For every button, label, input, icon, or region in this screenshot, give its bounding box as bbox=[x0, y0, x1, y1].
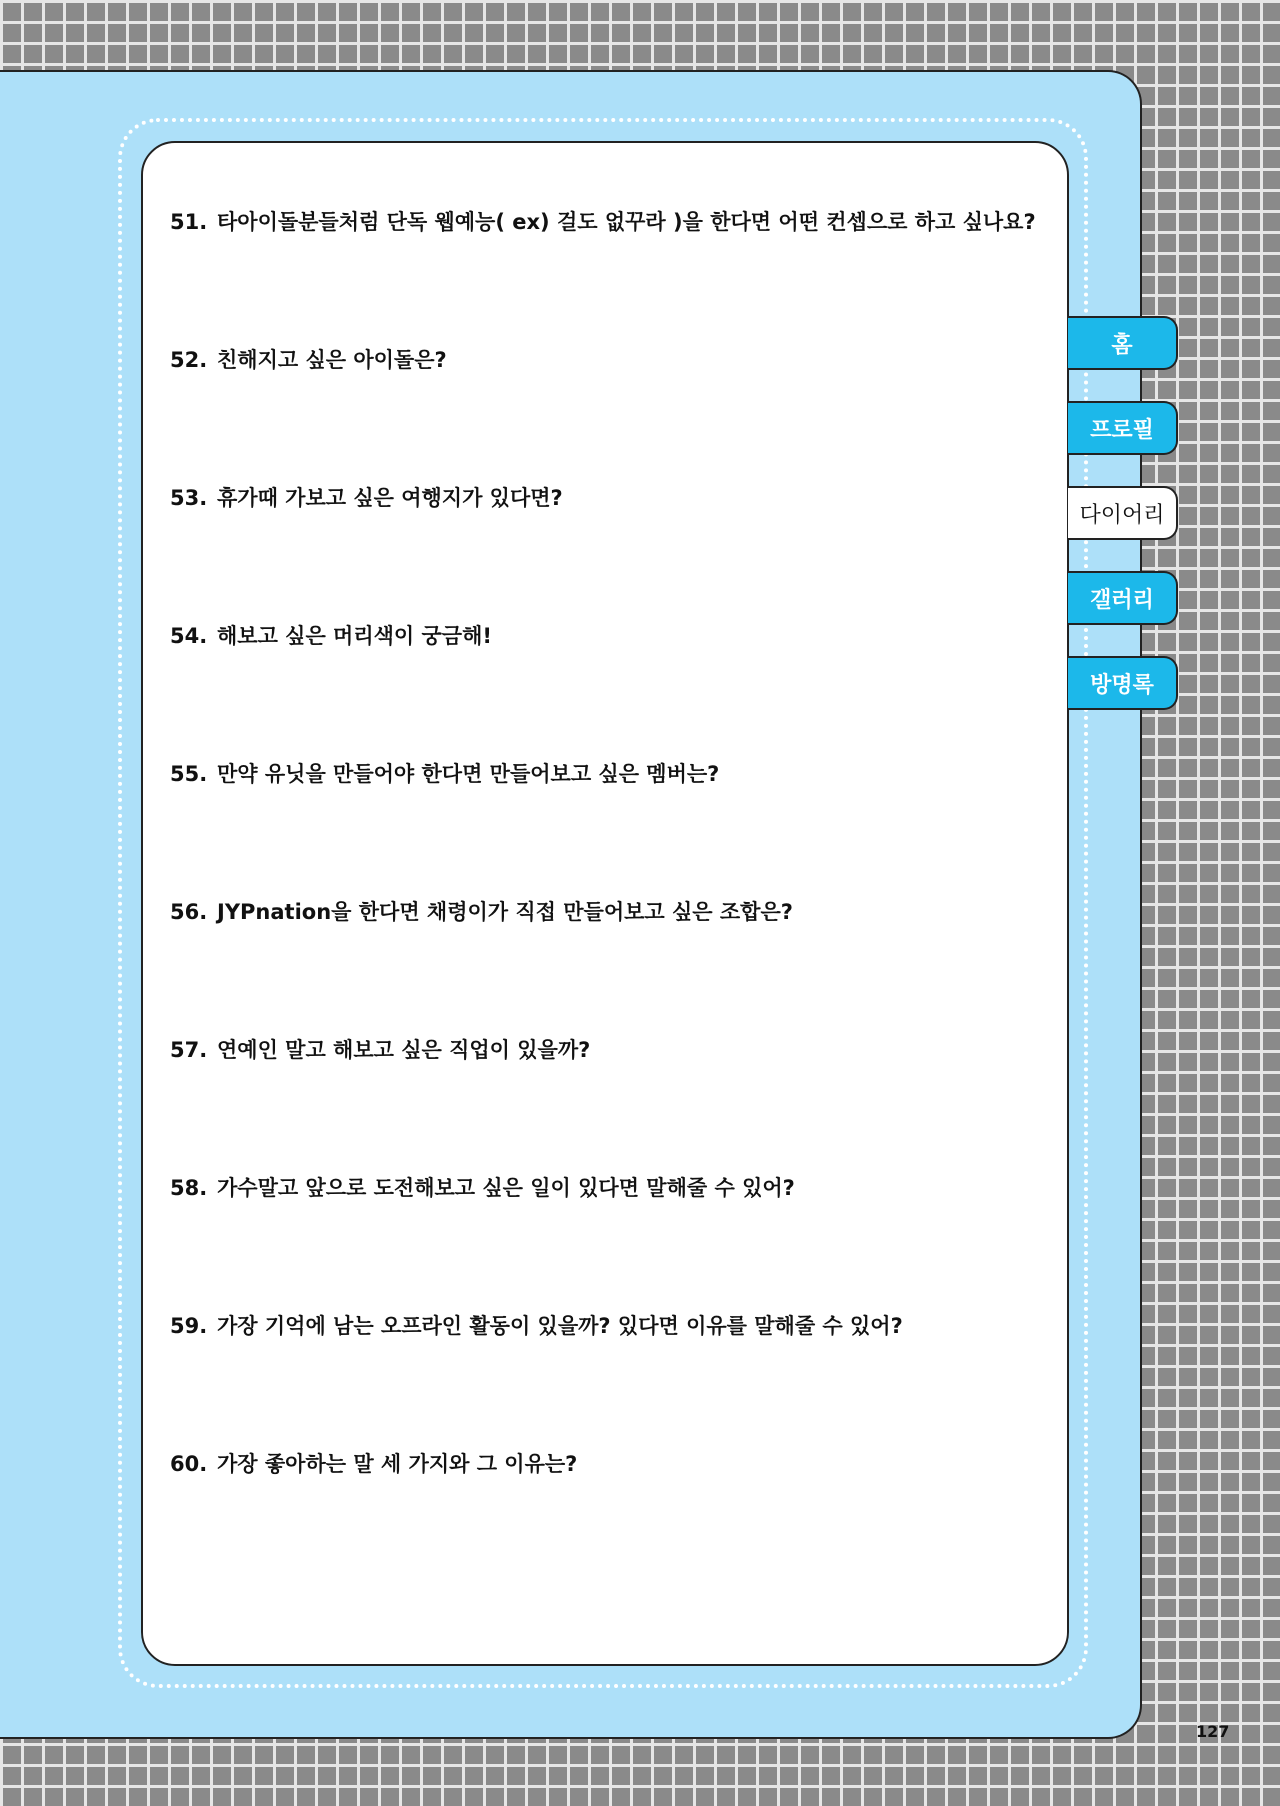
question-text: 가장 좋아하는 말 세 가지와 그 이유는? bbox=[217, 1452, 578, 1476]
question-number: 58. bbox=[170, 1176, 208, 1200]
tab-2[interactable]: 다이어리 bbox=[1068, 486, 1178, 540]
question-text: 친해지고 싶은 아이돌은? bbox=[217, 348, 447, 372]
question-text: 타아이돌분들처럼 단독 웹예능( ex) 걸도 없꾸라 )을 한다면 어떤 컨셉으로 하고 싶나요? bbox=[217, 210, 1036, 234]
question-item bbox=[170, 206, 1036, 236]
question-text: JYPnation을 한다면 채령이가 직접 만들어보고 싶은 조합은? bbox=[217, 900, 793, 924]
question-text: 연예인 말고 해보고 싶은 직업이 있을까? bbox=[217, 1038, 591, 1062]
question-number: 57. bbox=[170, 1038, 208, 1062]
question-item bbox=[170, 620, 492, 650]
question-item bbox=[170, 344, 447, 374]
question-item bbox=[170, 1034, 590, 1064]
question-number: 56. bbox=[170, 900, 208, 924]
question-item bbox=[170, 758, 719, 788]
question-item bbox=[170, 482, 563, 512]
question-text: 가장 기억에 남는 오프라인 활동이 있을까? 있다면 이유를 말해줄 수 있어? bbox=[217, 1314, 903, 1338]
question-item bbox=[170, 1448, 577, 1478]
tab-0[interactable]: 홈 bbox=[1068, 316, 1178, 370]
tab-4[interactable]: 방명록 bbox=[1068, 656, 1178, 710]
question-text: 휴가때 가보고 싶은 여행지가 있다면? bbox=[217, 486, 563, 510]
question-number: 53. bbox=[170, 486, 208, 510]
question-item bbox=[170, 896, 793, 926]
question-number: 52. bbox=[170, 348, 208, 372]
tab-3[interactable]: 갤러리 bbox=[1068, 571, 1178, 625]
question-number: 51. bbox=[170, 210, 208, 234]
page-number: 127 bbox=[1196, 1722, 1230, 1741]
question-number: 54. bbox=[170, 624, 208, 648]
question-number: 59. bbox=[170, 1314, 208, 1338]
question-text: 만약 유닛을 만들어야 한다면 만들어보고 싶은 멤버는? bbox=[217, 762, 720, 786]
question-text: 가수말고 앞으로 도전해보고 싶은 일이 있다면 말해줄 수 있어? bbox=[217, 1176, 795, 1200]
question-number: 55. bbox=[170, 762, 208, 786]
question-item bbox=[170, 1172, 795, 1202]
question-number: 60. bbox=[170, 1452, 208, 1476]
question-text: 해보고 싶은 머리색이 궁금해! bbox=[217, 624, 492, 648]
tab-1[interactable]: 프로필 bbox=[1068, 401, 1178, 455]
question-item bbox=[170, 1310, 903, 1340]
